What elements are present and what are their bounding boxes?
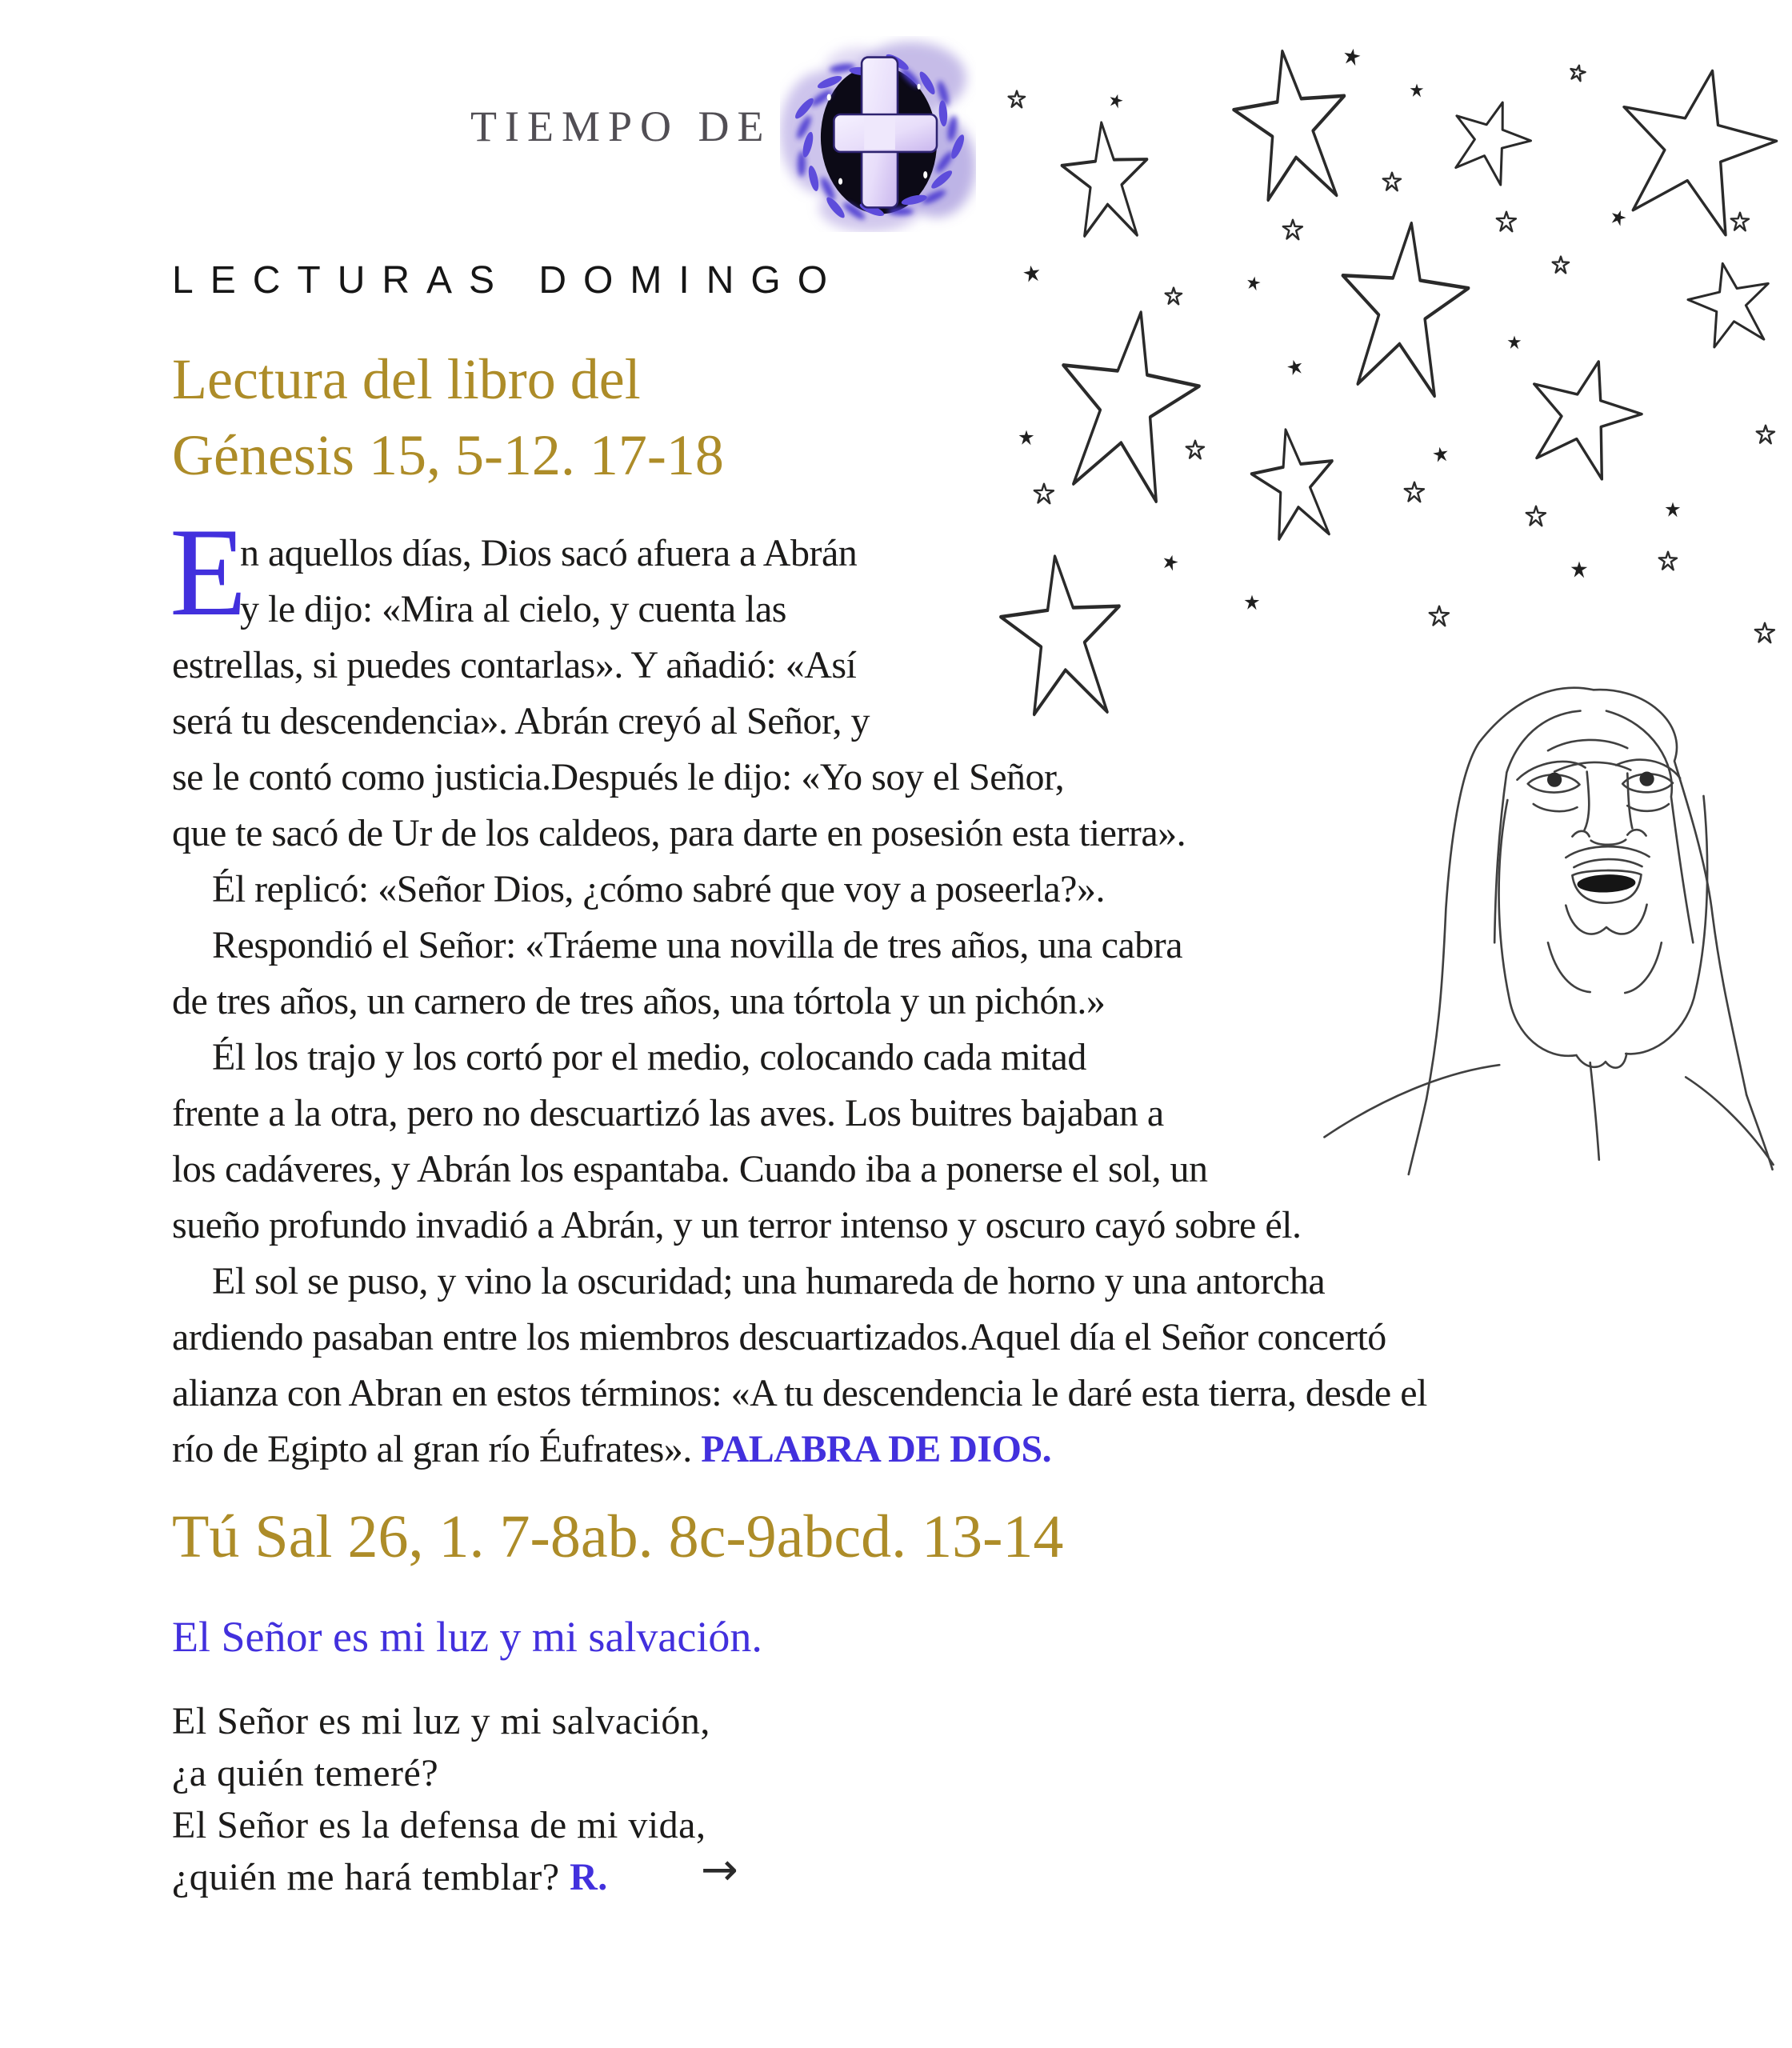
reading-title-line-2: Génesis 15, 5-12. 17-18 [172,423,724,487]
tiny-outline-star-icon [1034,484,1054,503]
small-filled-star-icon [1342,47,1362,66]
laurel-leaf-icon [901,193,928,206]
tiny-outline-star-icon [1166,288,1182,305]
medium-outline-star-icon [1441,90,1539,190]
laurel-leaf-icon [806,165,820,192]
laurel-leaf-icon [842,200,867,222]
psalm-line: El Señor es mi luz y mi salvación, [172,1700,710,1742]
laurel-leaf-icon [824,195,847,221]
tiny-outline-star-icon [1009,91,1025,108]
large-outline-star-long-point-icon [1226,44,1358,208]
tiny-outline-star-icon [1569,64,1586,82]
laurel-leaf-icon [865,57,892,73]
laurel-leaf-icon [938,100,948,126]
reading-line: alianza con Abran en estos términos: «A tu descendencia le daré esta tierra, desde el [172,1372,1427,1414]
reading-line: se le contó como justicia.Después le dijo: «Yo soy el Señor, [172,756,1065,798]
reading-line: frente a la otra, pero no descuartizó las aves. Los buitres bajaban a [172,1092,1164,1134]
laurel-leaf-icon [929,168,954,191]
tiny-outline-star-icon [1526,506,1546,526]
reading-line: estrellas, si puedes contarlas». Y añadió: «Así [172,644,857,686]
small-filled-star-icon [1286,358,1304,377]
laurel-leaf-icon [801,131,815,158]
laurel-leaf-icon [816,74,843,91]
reading-line: los cadáveres, y Abrán los espantaba. Cuando iba a ponerse el sol, un [172,1148,1208,1190]
laurel-leaf-icon [809,87,835,109]
large-outline-star-long-point-icon [1333,218,1474,398]
laurel-leaf-icon [921,187,948,206]
tiny-outline-star-icon [1497,212,1516,231]
reading-line: Él los trajo y los cortó por el medio, colocando cada mitad [212,1036,1086,1078]
reading-line: Él replicó: «Señor Dios, ¿cómo sabré que voy a poseerla?». [212,868,1105,910]
reading-closing: PALABRA DE DIOS. [691,1428,1052,1470]
large-outline-star-long-point-icon [1046,302,1209,505]
laurel-leaf-icon [798,150,806,177]
psalm-line: El Señor es la defensa de mi vida, [172,1804,706,1846]
reading-line: El sol se puso, y vino la oscuridad; una humareda de horno y una antorcha [212,1260,1326,1302]
drop-cap-letter: E [170,502,247,642]
reading-line: n aquellos días, Dios sacó afuera a Abrán [240,532,858,574]
right-arrow-icon: → [701,1844,738,1896]
laurel-leaf-icon [949,133,966,160]
laurel-leaf-icon [946,115,958,142]
small-filled-star-icon [1508,336,1522,350]
tiny-outline-star-icon [1731,213,1749,231]
tiny-outline-star-icon [1186,441,1204,459]
small-filled-star-icon [1609,208,1627,227]
psalm-line: ¿a quién temeré? [172,1752,439,1794]
laurel-leaf-icon [794,114,814,141]
reading-line: ardiendo pasaban entre los miembros descuartizados.Aquel día el Señor concertó [172,1316,1386,1358]
reading-line: sueño profundo invadió a Abrán, y un terror intenso y oscuro cayó sobre él. [172,1204,1302,1246]
tiny-outline-star-icon [1283,220,1302,239]
small-filled-star-icon [1432,446,1450,463]
psalm-line: ¿quién me hará temblar? R. [172,1856,608,1898]
reading-line: río de Egipto al gran río Éufrates». PALABRA DE DIOS. [172,1428,1052,1470]
tiny-outline-star-icon [1757,426,1774,444]
laurel-leaf-icon [935,79,951,106]
laurel-leaf-icon [818,175,838,202]
laurel-leaf-icon [849,66,875,77]
reading-title [172,342,724,494]
small-filled-star-icon [1666,502,1681,518]
reading-title-line-1: Lectura del libro del [172,347,641,411]
psalm-verses [172,1695,710,1903]
reading-line: será tu descendencia». Abrán creyó al Señor, y [172,700,870,742]
tiny-outline-star-icon [1405,482,1424,502]
tiny-outline-star-icon [1383,173,1401,191]
laurel-leaf-icon [793,96,816,121]
medium-outline-star-icon [1682,255,1780,353]
reading-line: y le dijo: «Mira al cielo, y cuenta las [240,588,786,630]
reading-body [170,502,1740,1478]
small-filled-star-icon [1108,93,1125,110]
laurel-leaf-icon [858,201,886,218]
response-mark: R. [559,1856,608,1898]
masthead-title: TIEMPO DE [470,102,772,150]
small-filled-star-icon [1022,264,1042,283]
reading-line: de tres años, un carnero de tres años, una tórtola y un pichón.» [172,980,1106,1022]
laurel-leaf-icon [884,52,910,73]
psalm-response: El Señor es mi luz y mi salvación. [172,1613,762,1661]
large-outline-star-icon [1515,347,1652,485]
small-filled-star-icon [1246,275,1261,291]
medium-outline-star-long-point-icon [1058,119,1154,242]
small-filled-star-icon [1410,84,1424,98]
section-heading: LECTURAS DOMINGO [172,259,845,302]
tiny-outline-star-icon [1755,623,1774,642]
laurel-leaf-icon [917,70,938,96]
laurel-leaf-icon [829,62,856,74]
tiny-outline-star-icon [1553,257,1569,274]
cross-wreath-emblem-icon [780,36,976,232]
reading-line: que te sacó de Ur de los caldeos, para darte en posesión esta tierra». [172,812,1186,854]
laurel-leaf-icon [898,66,922,90]
large-outline-star-icon [1602,54,1788,242]
laurel-leaf-icon [887,207,914,215]
laurel-leaf-icon [934,149,956,174]
reading-line: Respondió el Señor: «Tráeme una novilla de tres años, una cabra [212,924,1183,966]
psalm-title: Tú Sal 26, 1. 7-8ab. 8c-9abcd. 13-14 [172,1503,1064,1570]
small-filled-star-icon [1019,430,1034,446]
